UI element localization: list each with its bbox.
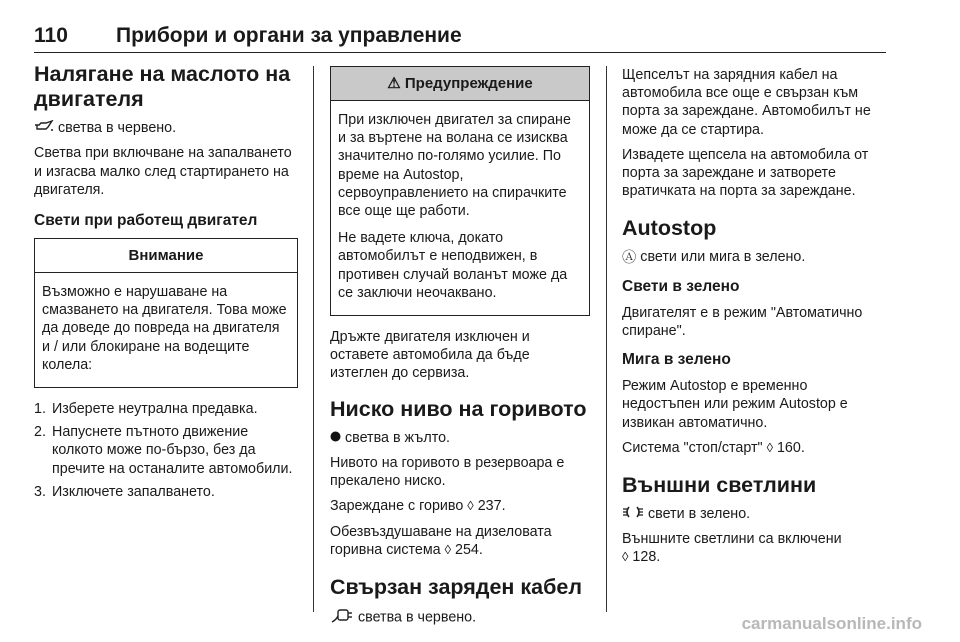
lights-ref-page[interactable]: 128.	[632, 549, 661, 566]
list-item	[34, 400, 298, 418]
fuel-heading: Ниско ниво на горивото	[330, 396, 587, 421]
cable-para-2: Извадете щепсела на автомобила от порта за зареждане и затворете вратичката на порта за зареждане.	[622, 146, 869, 200]
stop-start-ref	[622, 439, 888, 457]
warning-box-header	[331, 67, 589, 101]
watermark: carmanualsonline.info	[741, 614, 922, 633]
autostop-status-line	[622, 248, 888, 266]
oil-status-line	[34, 119, 298, 137]
green-blink-subheading: Мига в зелено	[622, 351, 731, 369]
column-middle	[330, 66, 590, 635]
step-text: Напуснете пътното движение колкото може по-бързо, без да пречите на останалите автомобили.	[52, 424, 293, 477]
page-title: Прибори и органи за управление	[116, 24, 462, 47]
warning-para-2: Не вадете ключа, докато автомобилът е неподвижен, в противен случай воланът може да се заключи неочаквано.	[338, 230, 568, 301]
notice-box	[34, 238, 298, 388]
fuel-ref-page[interactable]: 237.	[477, 498, 506, 515]
fuel-ref-text: Зареждане с гориво	[330, 498, 464, 515]
warning-para-1: При изключен двигател за спиране и за въртене на волана се изисква значително по-голямо усилие. По време на Autostop, сервоуправлението на спирачките все още ще работи.	[338, 112, 571, 220]
oil-can-icon	[34, 119, 54, 137]
page-ref-icon: ◊	[467, 498, 474, 514]
page-ref-icon: ◊	[444, 541, 452, 557]
oil-para: Светва при включване на запалването и изгасва малко след стартирането на двигателя.	[34, 145, 292, 198]
fuel-status-text: светва в жълто.	[345, 429, 450, 446]
lights-status-text: свети в зелено.	[648, 505, 751, 522]
exterior-lights-heading: Външни светлини	[622, 472, 817, 497]
lights-para	[622, 530, 888, 566]
green-blink-text: Режим Autostop е временно недостъпен или режим Autostop е извикан автоматично.	[622, 378, 848, 431]
stop-start-ref-text: Система "стоп/старт"	[622, 439, 763, 456]
cable-status-text: светва в червено.	[358, 609, 477, 626]
list-item	[34, 423, 298, 478]
column-right	[622, 66, 888, 574]
cable-status-line	[330, 607, 590, 628]
diesel-ref-text: Обезвъздушаване на дизеловата горивна система	[330, 523, 552, 558]
green-on-text: Двигателят е в режим "Автоматично спиране".	[622, 304, 863, 339]
charging-plug-icon	[330, 607, 354, 628]
page-header	[34, 16, 886, 53]
notice-box-title: Внимание	[35, 239, 297, 273]
step-text: Изберете неутрална предавка.	[52, 400, 258, 417]
step-number: 1.	[34, 400, 46, 417]
charging-cable-heading: Свързан заряден кабел	[330, 574, 582, 599]
lights-para-text: Външните светлини са включени	[622, 531, 842, 548]
parking-lights-icon	[622, 505, 644, 523]
notice-box-body: Възможно е нарушаване на смазването на двигателя. Това може да доведе до повреда на двигателя и / или блокиране на водещите колела:	[42, 283, 287, 373]
dot-icon	[330, 429, 341, 447]
page-ref-icon: ◊	[622, 549, 629, 565]
page-number: 110	[34, 24, 68, 47]
stop-start-ref-page[interactable]: 160.	[776, 439, 805, 456]
fuel-para-3	[330, 523, 590, 559]
steps-list	[34, 400, 298, 501]
running-engine-subheading: Свети при работещ двигател	[34, 211, 258, 229]
autostop-heading: Autostop	[622, 216, 717, 241]
step-number: 2.	[34, 424, 46, 441]
diesel-ref-page[interactable]: 254.	[455, 541, 483, 558]
column-left	[34, 62, 298, 509]
page-ref-icon: ◊	[766, 439, 773, 455]
oil-status-text: светва в червено.	[58, 120, 177, 136]
oil-pressure-heading: Налягане на маслото на двигателя	[34, 62, 291, 111]
autostop-status-text: свети или мига в зелено.	[640, 249, 806, 266]
lights-status-line	[622, 505, 888, 523]
step-text: Изключете запалването.	[52, 483, 215, 500]
green-on-subheading: Свети в зелено	[622, 277, 740, 295]
cable-para-1: Щепселът на зарядния кабел на автомобила все още е свързан към порта за зареждане. Автомобилът не може да се стартира.	[622, 67, 871, 138]
fuel-para-2	[330, 497, 590, 515]
warning-icon: ⚠	[387, 75, 401, 92]
step-number: 3.	[34, 483, 46, 500]
warning-box-title: Предупреждение	[404, 75, 533, 92]
fuel-para-1: Нивото на горивото в резервоара е прекалено ниско.	[330, 454, 565, 490]
column-divider	[313, 66, 314, 612]
fuel-status-line	[330, 429, 590, 447]
list-item	[34, 483, 298, 501]
tow-para: Дръжте двигателя изключен и оставете автомобила да бъде изтеглен до сервиза.	[330, 329, 530, 382]
warning-box	[330, 66, 590, 316]
column-divider	[606, 66, 607, 612]
autostop-icon: Ⓐ	[622, 249, 637, 266]
